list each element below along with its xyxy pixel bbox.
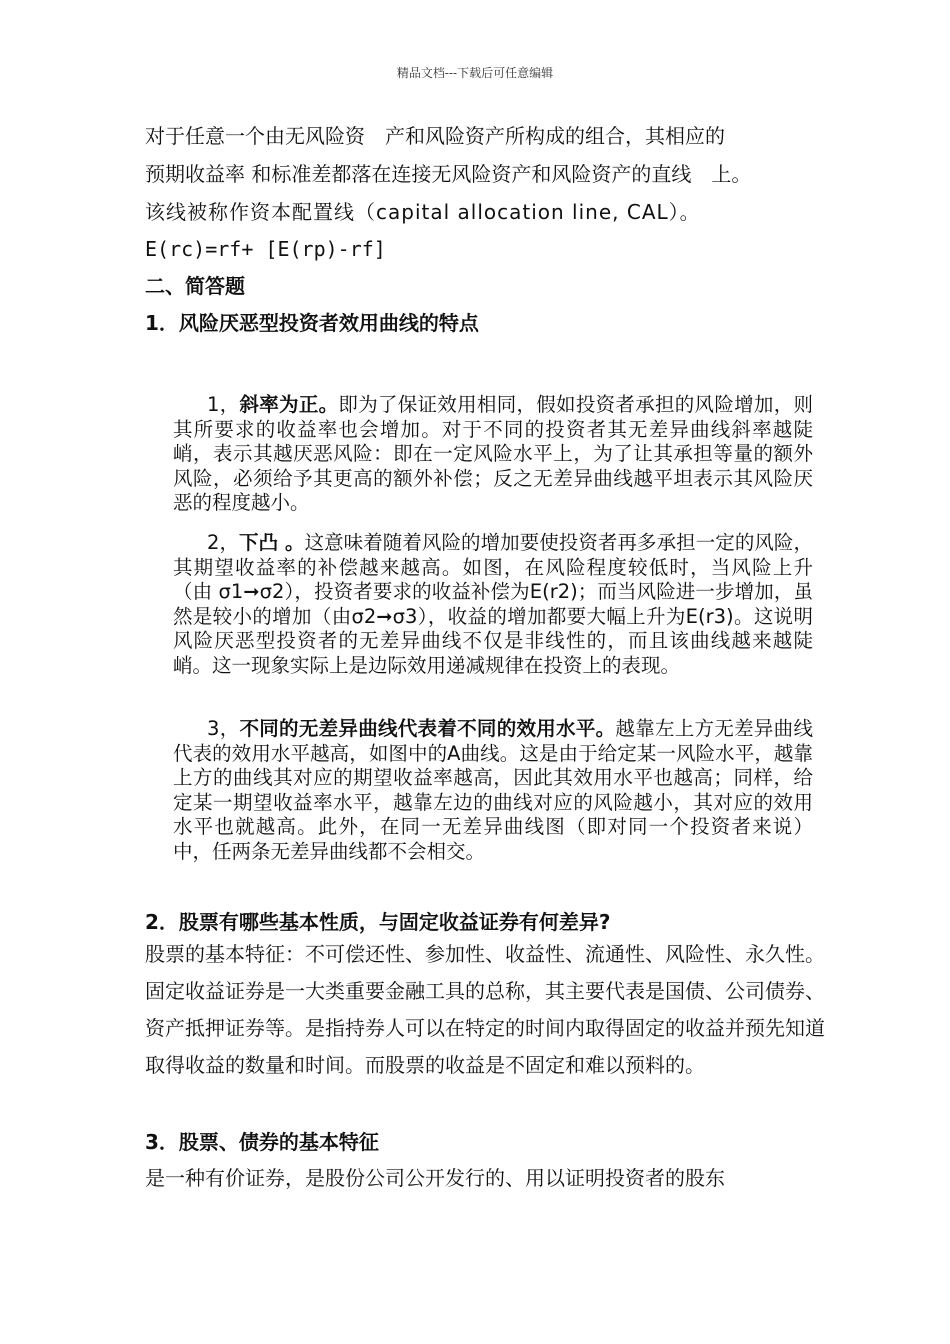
q2-answer: 股票的基本特征：不可偿还性、参加性、收益性、流通性、风险性、永久性。固定收益证券是一大类重要金融工具的总称，其主要代表是国债、公司债券、资产抵押证券等。是指持券人可以在特定的时间内取得固定的收益并预先知道取得收益的数量和时间。而股票的收益是不固定和难以预料的。 — [145, 942, 825, 1077]
formula: E(rc)=rf+ [E(rp)-rf] — [145, 237, 386, 261]
page-header: 精品文档---下载后可任意编辑 — [396, 66, 554, 80]
intro-line-2: 预期收益率 和标准差都落在连接无风险资产和风险资产的直线 上。 — [145, 162, 752, 186]
q1-p1-number: 1， — [207, 393, 240, 416]
section-title: 二、简答题 — [145, 274, 245, 298]
question-3-title: 3．股票、债券的基本特征 — [145, 1130, 379, 1154]
q1-paragraph-1 — [173, 393, 813, 516]
q3-answer: 是一种有价证券，是股份公司公开发行的、用以证明投资者的股东 — [145, 1166, 725, 1190]
intro-line-3: 该线被称作资本配置线（capital allocation line, CAL）。 — [145, 200, 701, 224]
q1-p2-bold: 下凸 。 — [239, 531, 305, 554]
q1-paragraph-2 — [173, 531, 813, 679]
q1-p3-number: 3， — [207, 717, 240, 740]
q1-p2-text: 这意味着随着风险的增加要使投资者再多承担一定的风险，其期望收益率的补偿越来越高。如图，在风险程度较低时，当风险上升（由 σ1➞σ2），投资者要求的收益补偿为E(r2)；而当风险进一步增加，虽然是较小的增加（由σ2➞σ3），收益的增加都要大幅上升为E(r3)。这说明风险厌恶型投资者的无差异曲线不仅是非线性的，而且该曲线越来越陡峭。这一现象实际上是边际效用递减规律在投资上的表现。 — [173, 531, 813, 677]
question-1-title: 1．风险厌恶型投资者效用曲线的特点 — [145, 311, 479, 335]
q1-paragraph-3 — [173, 717, 813, 865]
question-2-title: 2．股票有哪些基本性质，与固定收益证券有何差异? — [145, 910, 611, 934]
q1-p2-number: 2， — [207, 531, 240, 554]
intro-line-1: 对于任意一个由无风险资 产和风险资产所构成的组合，其相应的 — [145, 124, 725, 148]
q1-p3-text: 越靠左上方无差异曲线代表的效用水平越高，如图中的A曲线。这是由于给定某一风险水平，越靠上方的曲线其对应的期望收益率越高，因此其效用水平也越高；同样，给定某一期望收益率水平，越靠左边的曲线对应的风险越小，其对应的效用水平也就越高。此外，在同一无差异曲线图（即对同一个投资者来说）中，任两条无差异曲线都不会相交。 — [173, 717, 813, 863]
q1-p1-text: 即为了保证效用相同，假如投资者承担的风险增加，则其所要求的收益率也会增加。对于不同的投资者其无差异曲线斜率越陡峭，表示其越厌恶风险：即在一定风险水平上，为了让其承担等量的额外风险，必须给予其更高的额外补偿；反之无差异曲线越平坦表示其风险厌恶的程度越小。 — [173, 393, 813, 515]
q1-p3-bold: 不同的无差异曲线代表着不同的效用水平。 — [239, 717, 616, 740]
q1-p1-bold: 斜率为正。 — [239, 393, 339, 416]
